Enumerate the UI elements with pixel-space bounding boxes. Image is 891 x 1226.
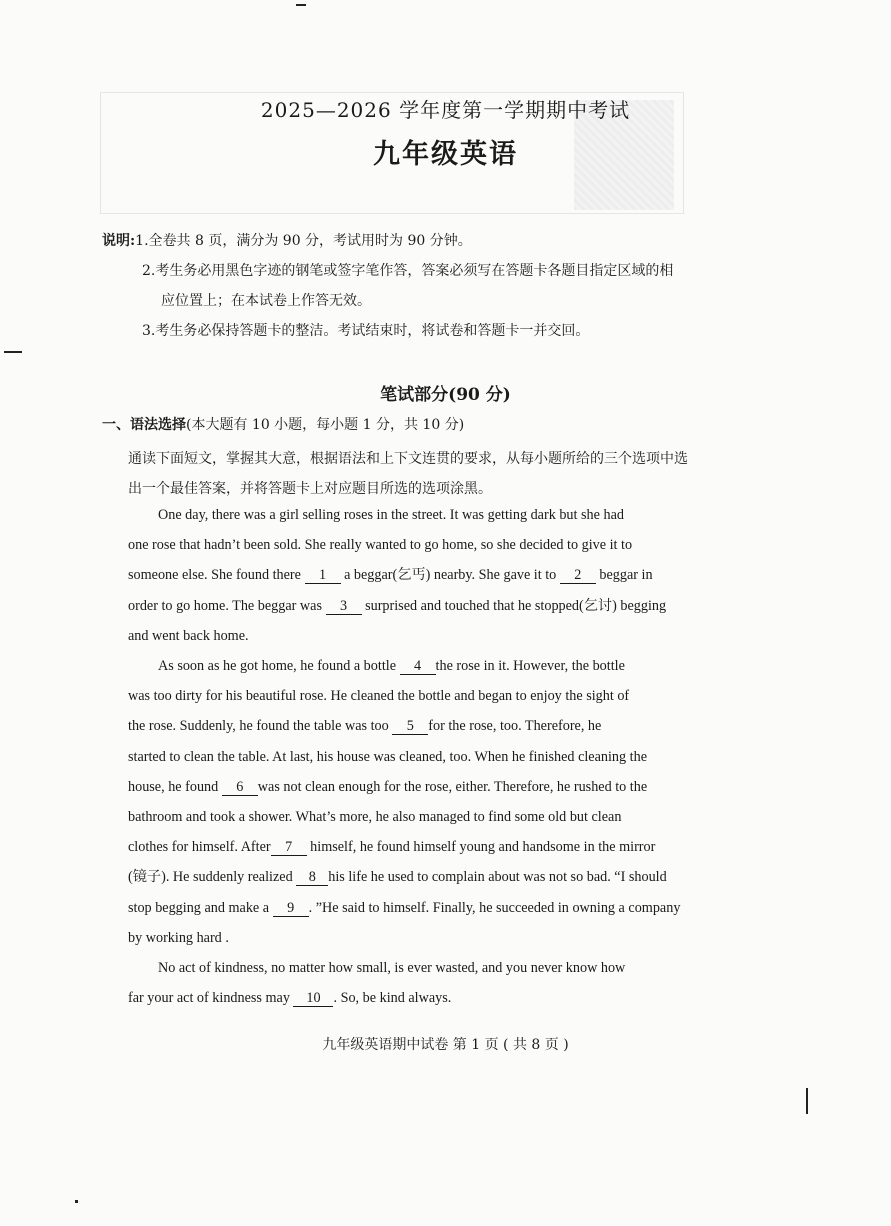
blank-10: 10 [293,990,333,1007]
notes-label: 说明: [102,233,136,249]
passage-line [128,862,716,892]
passage-line: bathroom and took a shower. What’s more, he also managed to find some old but clean [128,809,622,826]
passage-text: someone else. She found there [128,567,301,584]
passage-text: . ”He said to himself. Finally, he succeeded in owning a company [308,899,681,916]
exam-notes [102,226,802,346]
blank-8: 8 [296,869,328,886]
notes-item-3: 3.考生务必保持答题卡的整洁。考试结束时，将试卷和答题卡一并交回。 [142,323,590,339]
passage-line: started to clean the table. At last, his house was cleaned, too. When he finished cleaning the [128,748,647,765]
passage-line: was too dirty for his beautiful rose. He cleaned the bottle and began to enjoy the sight of [128,688,630,705]
passage-text: beggar in [599,567,653,584]
part-one-instructions [128,444,718,504]
passage-line: One day, there was a girl selling roses in the street. It was getting dark but she had [158,507,624,523]
scan-mark-bottom [75,1200,78,1203]
passage-text: his life he used to complain about was not so bad. “I should [328,869,667,886]
exam-subject: 九年级英语 [373,139,518,170]
passage-line [128,893,716,923]
passage-text: (镜子). He suddenly realized [128,869,293,886]
scan-mark-left [4,351,22,353]
passage-line: by working hard . [128,929,229,946]
part-one-heading [102,414,464,434]
passage-line: one rose that hadn’t been sold. She really wanted to go home, so she decided to give it to [128,537,633,554]
scan-mark-right [806,1088,808,1114]
passage-text: far your act of kindness may [128,990,290,1007]
passage-text: himself, he found himself young and handsome in the mirror [310,839,656,856]
part-one-label: 一、语法选择 [102,417,186,433]
passage-text: clothes for himself. After [128,839,271,856]
notes-item-2: 2.考生务必用黑色字迹的钢笔或签字笔作答，答案必须写在答题卡各题目指定区域的相 [142,263,674,279]
passage-text: stop begging and make a [128,899,270,916]
passage-text: house, he found [128,778,219,795]
blank-4: 4 [400,658,436,675]
passage-text: the rose. Suddenly, he found the table was too [128,718,389,735]
passage-line [128,591,716,621]
scan-mark-top [296,4,306,6]
passage-line [128,560,716,590]
instruction-line-2: 出一个最佳答案，并将答题卡上对应题目所选的选项涂黑。 [128,481,492,497]
passage-text: was not clean enough for the rose, either. Therefore, he rushed to the [257,778,648,795]
passage-line [128,983,716,1013]
cloze-passage [128,500,716,1013]
blank-9: 9 [273,900,309,917]
blank-7: 7 [271,839,307,856]
passage-text: order to go home. The beggar was [128,597,322,614]
section-title: 笔试部分(90 分) [380,385,511,405]
passage-line: No act of kindness, no matter how small, is ever wasted, and you never know how [158,960,626,977]
passage-line [128,832,716,862]
passage-text: a beggar(乞丐) nearby. She gave it to [344,567,557,584]
page-footer: 九年级英语期中试卷 第 1 页 ( 共 8 页 ) [322,1037,569,1053]
blank-3: 3 [326,598,362,615]
blank-2: 2 [560,567,596,584]
part-one-score: (本大题有 10 小题，每小题 1 分，共 10 分) [186,417,465,433]
instruction-line-1: 通读下面短文，掌握其大意，根据语法和上下文连贯的要求，从每小题所给的三个选项中选 [128,451,688,467]
passage-line: and went back home. [128,627,249,644]
passage-text: the rose in it. However, the bottle [435,658,625,675]
passage-line [128,711,716,741]
notes-item-1: 1.全卷共 8 页，满分为 90 分，考试用时为 90 分钟。 [135,233,472,249]
passage-line [128,772,716,802]
passage-text: surprised and touched that he stopped(乞讨) begging [365,597,667,614]
passage-line [128,651,716,681]
notes-item-2-cont: 应位置上；在本试卷上作答无效。 [161,293,371,309]
notes-row-1 [102,226,802,256]
blank-6: 6 [222,779,258,796]
passage-text: for the rose, too. Therefore, he [428,718,602,735]
exam-title: 2025—2026 学年度第一学期期中考试 [260,98,631,122]
passage-text: As soon as he got home, he found a bottle [158,658,396,675]
blank-5: 5 [392,718,428,735]
blank-1: 1 [305,567,341,584]
passage-text: . So, be kind always. [333,990,452,1007]
